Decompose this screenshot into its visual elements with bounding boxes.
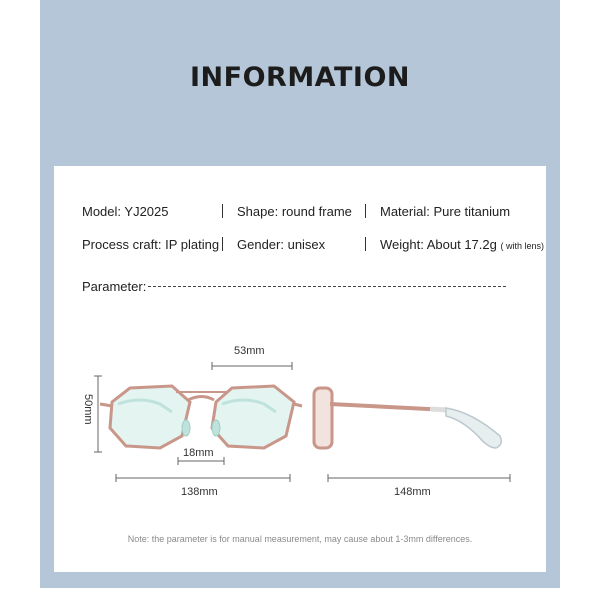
spec-gender: Gender: unisex (237, 237, 326, 252)
front-view (100, 386, 302, 448)
spec-model: Model: YJ2025 (82, 204, 169, 219)
parameter-label: Parameter: (82, 279, 147, 294)
measurement-note: Note: the parameter is for manual measurement, may cause about 1-3mm differences. (127, 534, 473, 544)
temple-tip (446, 408, 501, 448)
lens-height-label: 50mm (82, 394, 94, 425)
side-view (314, 388, 501, 448)
spec-material: Material: Pure titanium (380, 204, 511, 219)
left-lens (110, 386, 190, 448)
lens-width-label: 53mm (234, 345, 265, 357)
side-lens-rim (314, 388, 332, 448)
spec-process: Process craft: IP plating (82, 237, 220, 252)
spec-weight-note: ( with lens) (500, 241, 544, 251)
spec-weight-value: Weight: About 17.2g (380, 237, 497, 252)
temple-length-label: 148mm (394, 486, 431, 498)
nose-pad (212, 420, 220, 436)
bridge (188, 397, 214, 401)
right-hinge (294, 404, 302, 406)
right-lens (212, 386, 294, 448)
spec-shape: Shape: round frame (237, 204, 352, 219)
page-title: INFORMATION (189, 62, 410, 93)
nose-pad (182, 420, 190, 436)
left-hinge (100, 404, 112, 406)
frame-width-label: 138mm (181, 486, 218, 498)
bridge-label: 18mm (183, 447, 214, 459)
